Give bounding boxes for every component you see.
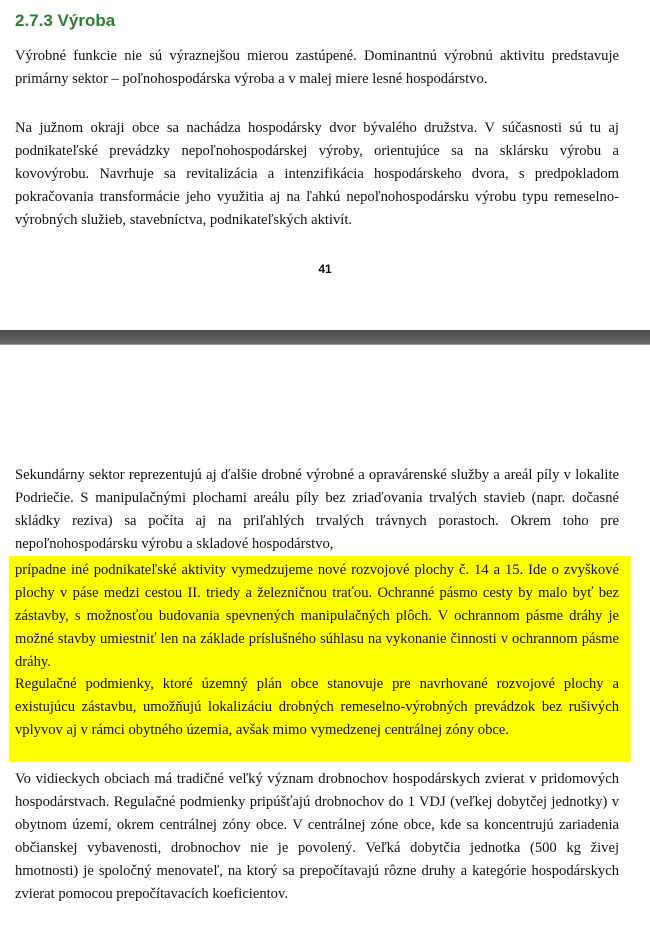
paragraph-regulatory-conditions: Regulačné podmienky, ktoré územný plán obce stanovuje pre navrhované rozvojové plochy a existujúcu zástavbu, umožňujú lokalizáciu drobných remeselno-výrobných prevádzok bez rušivých vplyvov aj v rámci obytného územia, avšak mimo vymedzenej centrálnej zóny obce. — [15, 676, 619, 738]
paragraph-production-functions: Výrobné funkcie nie sú výraznejšou mierou zastúpené. Dominantnú výrobnú aktivitu predstavuje primárny sektor – poľnohospodárska výroba a v malej miere lesné hospodárstvo. — [15, 48, 619, 87]
paragraph-farm-yard: Na južnom okraji obce sa nachádza hospodársky dvor bývalého družstva. V súčasnosti sú tu aj podnikateľské prevádzky nepoľnohospodárskej výroby, orientujúce sa na sklársku výrobu a kovovýrobu. Navrhuje sa revitalizácia a intenzifikácia hospodárskeho dvora, s predpokladom pokračovania transformácie jeho využitia aj na ľahkú nepoľnohospodársku výrobu typu remeselno-výrobných služieb, stavebníctva, podnikateľských aktivít. — [15, 120, 619, 228]
section-heading: 2.7.3 Výroba — [15, 11, 116, 30]
page-number: 41 — [318, 262, 332, 276]
page-separator — [0, 330, 650, 345]
paragraph-secondary-sector: Sekundárny sektor reprezentujú aj ďalšie drobné výrobné a opravárenské služby a areál píly v lokalite Podriečie. S manipulačnými plochami areálu píly bez zriaďovania trvalých stavieb (napr. dočasné skládky reziva) sa počíta aj na priľahlých trvalých trávnych porastoch. Okrem toho pre nepoľnohospodársku výrobu a skladové hospodárstvo, — [15, 467, 619, 552]
document-page-top — [0, 0, 650, 330]
paragraph-livestock: Vo vidieckych obciach má tradičné veľký význam drobnochov hospodárskych zvierat v pridomových hospodárstvach. Regulačné podmienky pripúšťajú drobnochov do 1 VDJ (veľkej dobytčej jednotky) v obytnom území, okrem centrálnej zóny obce. V centrálnej zóne obce, kde sa koncentrujú zariadenia občianskej vybavenosti, drobnochov nie je povolený. Veľká dobytčia jednotka (500 kg živej hmotnosti) je spoločný menovateľ, na ktorý sa prepočítavajú rôzne druhy a kategórie hospodárskych zvierat pomocou prepočítavacích koeficientov. — [15, 771, 619, 902]
paragraph-development-areas: prípadne iné podnikateľské aktivity vymedzujeme nové rozvojové plochy č. 14 a 15. Ide o zvyškové plochy v páse medzi cestou II. triedy a železničnou traťou. Ochranné pásmo cesty by malo byť bez zástavby, s možnosťou budovania spevnených manipulačných plôch. V ochrannom pásme dráhy je možné stavby umiestniť len na základe príslušného súhlasu na vykonanie činnosti v ochrannom pásme dráhy. — [15, 562, 619, 670]
